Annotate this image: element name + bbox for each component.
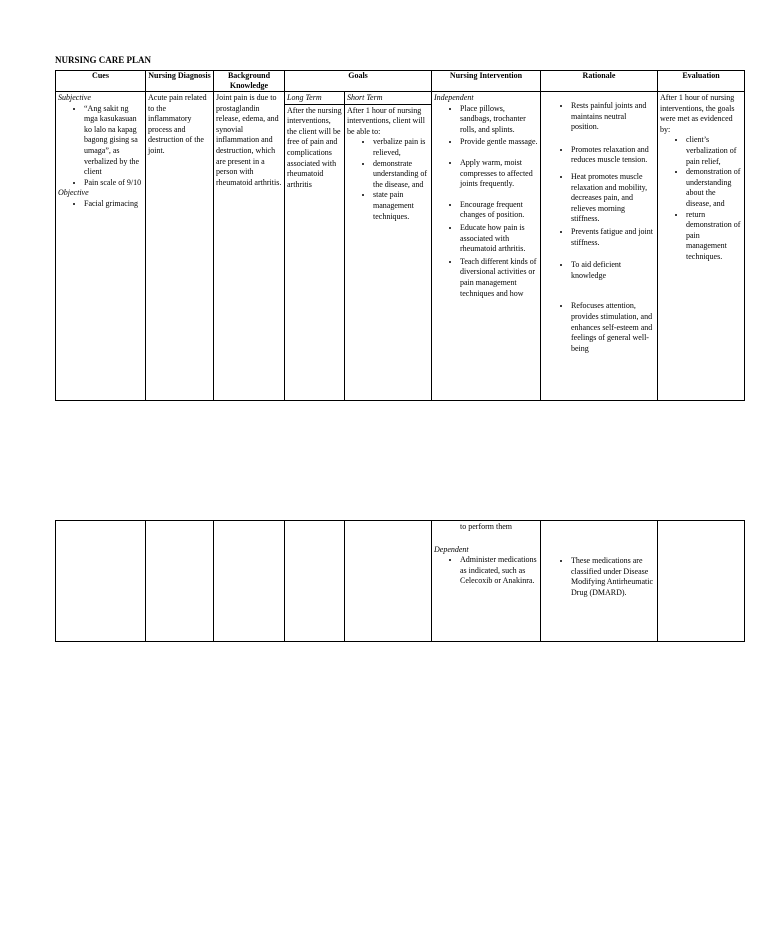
list-item: • demonstration of understanding about the disease, and bbox=[686, 167, 742, 209]
list-item: • demonstrate understanding of the disease, and bbox=[373, 159, 429, 191]
background-cell bbox=[214, 521, 285, 642]
header-background: Background Knowledge bbox=[214, 71, 285, 92]
diagnosis-cell bbox=[146, 521, 214, 642]
care-plan-table-continued bbox=[55, 520, 745, 642]
background-cell: Joint pain is due to prostaglandin release, edema, and synovial inflammation and destruction, which are present in a person with rheumatoid arthritis. bbox=[214, 92, 285, 401]
list-item: • Administer medications as indicated, such as Celecoxib or Anakinra. bbox=[460, 555, 538, 587]
long-term-text: After the nursing interventions, the client will be free of pain and complications associated with rheumatoid arthritis bbox=[287, 105, 342, 189]
table-row bbox=[56, 521, 745, 642]
list-item: • Educate how pain is associated with rheumatoid arthritis. bbox=[460, 223, 538, 255]
rationale-cell bbox=[541, 521, 658, 642]
list-item: • state pain management techniques. bbox=[373, 190, 429, 222]
list-item: • “Ang sakit ng mga kasukasuan ko lalo na kapag bagong gising sa umaga”, as verbalized by the client bbox=[84, 104, 143, 178]
list-item: • Refocuses attention, provides stimulation, and enhances self-esteem and feelings of general well-being bbox=[571, 301, 655, 354]
header-goals: Goals bbox=[285, 71, 432, 92]
cues-cell bbox=[56, 521, 146, 642]
header-cues: Cues bbox=[56, 71, 146, 92]
cues-cell bbox=[56, 92, 146, 401]
list-item: • Heat promotes muscle relaxation and mobility, decreases pain, and relieves morning stiffness. bbox=[571, 172, 655, 225]
long-term-goal-cell bbox=[285, 92, 345, 401]
independent-label: Independent bbox=[434, 93, 474, 102]
long-term-label: Long Term bbox=[285, 93, 344, 105]
list-item: • These medications are classified under Disease Modifying Antirheumatic Drug (DMARD). bbox=[571, 556, 655, 598]
evaluation-cell bbox=[658, 521, 745, 642]
care-plan-table bbox=[55, 70, 745, 401]
list-item: • return demonstration of pain management techniques. bbox=[686, 210, 742, 263]
list-item: • Promotes relaxation and reduces muscle tension. bbox=[571, 145, 655, 166]
list-item: • Teach different kinds of diversional activities or pain management techniques and how bbox=[460, 257, 538, 299]
objective-label: Objective bbox=[58, 188, 89, 198]
header-diagnosis: Nursing Diagnosis bbox=[146, 71, 214, 92]
list-item: • Rests painful joints and maintains neutral position. bbox=[571, 101, 655, 133]
list-item: • Provide gentle massage. bbox=[460, 137, 538, 148]
long-term-goal-cell bbox=[285, 521, 345, 642]
list-item: • Apply warm, moist compresses to affected joints frequently. bbox=[460, 158, 538, 190]
dependent-label: Dependent bbox=[434, 544, 469, 554]
list-item: • Pain scale of 9/10 bbox=[84, 178, 143, 189]
evaluation-cell bbox=[658, 92, 745, 401]
list-item: • Place pillows, sandbags, trochanter rolls, and splints. bbox=[460, 104, 538, 136]
short-term-goal-cell bbox=[345, 521, 432, 642]
list-item: • Prevents fatigue and joint stiffness. bbox=[571, 227, 655, 248]
header-rationale: Rationale bbox=[541, 71, 658, 92]
table-row bbox=[56, 92, 745, 401]
list-item: • To aid deficient knowledge bbox=[571, 260, 655, 281]
short-term-label: Short Term bbox=[345, 93, 431, 105]
evaluation-intro: After 1 hour of nursing interventions, the goals were met as evidenced by: bbox=[660, 93, 735, 134]
list-item: • Facial grimacing bbox=[84, 199, 143, 210]
rationale-cell bbox=[541, 92, 658, 401]
intervention-cell bbox=[432, 521, 541, 642]
short-term-goal-cell bbox=[345, 92, 432, 401]
subjective-label: Subjective bbox=[58, 93, 91, 102]
diagnosis-cell: Acute pain related to the inflammatory process and destruction of the joint. bbox=[146, 92, 214, 401]
short-term-intro: After 1 hour of nursing interventions, client will be able to: bbox=[347, 105, 425, 136]
intervention-cell bbox=[432, 92, 541, 401]
list-item: • Encourage frequent changes of position. bbox=[460, 200, 538, 221]
page-title: NURSING CARE PLAN bbox=[55, 55, 152, 65]
header-intervention: Nursing Intervention bbox=[432, 71, 541, 92]
header-evaluation: Evaluation bbox=[658, 71, 745, 92]
list-item: • verbalize pain is relieved, bbox=[373, 137, 429, 158]
header-row bbox=[56, 71, 745, 92]
continuation-text: to perform them bbox=[460, 522, 512, 531]
list-item: • client’s verbalization of pain relief, bbox=[686, 135, 742, 167]
